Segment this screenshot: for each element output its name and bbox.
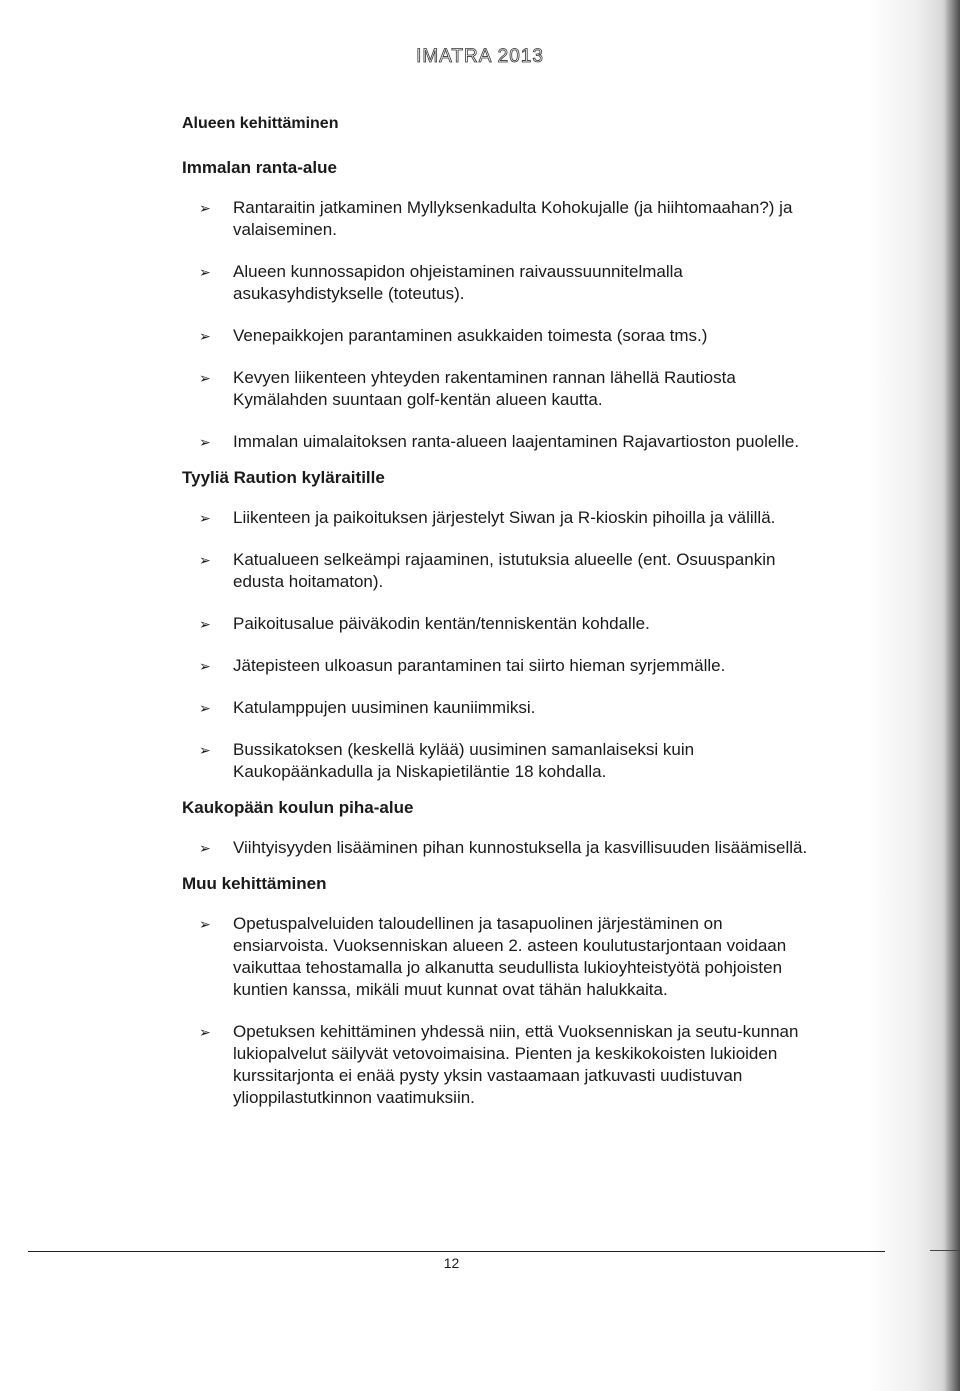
section-heading-kaukopaa: Kaukopään koulun piha-alue (182, 798, 414, 817)
scan-edge-border (946, 0, 960, 1391)
list-item: ➢ Opetuspalveluiden taloudellinen ja tasapuolinen järjestäminen on ensiarvoista. Vuoksenniskan alueen 2. asteen koulutustarjontaan voidaan vaikuttaa tehostamalla jo alkanutta seudullista lukioyhteistyötä pohjoisten kuntien kanssa, mikäli muut kunnat ovat tähän halukkaita. (199, 914, 787, 999)
arrow-bullet-icon: ➢ (199, 510, 211, 526)
list-item: ➢ Katualueen selkeämpi rajaaminen, istutuksia alueelle (ent. Osuuspankin edusta hoitamaton). (199, 550, 776, 591)
arrow-bullet-icon: ➢ (199, 616, 211, 632)
list-item: ➢ Venepaikkojen parantaminen asukkaiden toimesta (soraa tms.) (199, 326, 708, 345)
document-body (182, 113, 822, 1129)
bullet-list-kaukopaa (182, 837, 822, 859)
arrow-bullet-icon: ➢ (199, 434, 211, 450)
page-header: IMATRA 2013 (416, 46, 544, 67)
list-item: ➢ Rantaraitin jatkaminen Myllyksenkadulta Kohokujalle (ja hiihtomaahan?) ja valaiseminen. (199, 198, 793, 239)
arrow-bullet-icon: ➢ (199, 264, 211, 280)
arrow-bullet-icon: ➢ (199, 916, 211, 932)
section-heading-immala: Immalan ranta-alue (182, 158, 337, 177)
footer-rule-right (930, 1250, 960, 1251)
list-item: ➢ Alueen kunnossapidon ohjeistaminen raivaussuunnitelmalla asukasyhdistykselle (toteutus). (199, 262, 683, 303)
list-item: ➢ Katulamppujen uusiminen kauniimmiksi. (199, 698, 536, 717)
page-number: 12 (443, 1255, 460, 1271)
arrow-bullet-icon: ➢ (199, 1024, 211, 1040)
footer-rule (28, 1251, 885, 1252)
arrow-bullet-icon: ➢ (199, 742, 211, 758)
section-heading-rautio: Tyyliä Raution kyläraitille (182, 468, 385, 487)
list-item: ➢ Kevyen liikenteen yhteyden rakentaminen rannan lähellä Rautiosta Kymälahden suuntaan golf-kentän alueen kautta. (199, 368, 736, 409)
arrow-bullet-icon: ➢ (199, 840, 211, 856)
bullet-list-muu (182, 913, 822, 1109)
list-item: ➢ Opetuksen kehittäminen yhdessä niin, että Vuoksenniskan ja seutu-kunnan lukiopalvelut säilyvät vetovoimaisina. Pienten ja keskikokoisten lukioiden kurssitarjonta ei enää pysty yksin vastaamaan jatkuvasti uudistuvan ylioppilastutkinnon vaatimuksiin. (199, 1022, 799, 1107)
list-item: ➢ Immalan uimalaitoksen ranta-alueen laajentaminen Rajavartioston puolelle. (199, 432, 800, 451)
list-item: ➢ Paikoitusalue päiväkodin kentän/tenniskentän kohdalle. (199, 614, 650, 633)
section-heading-muu: Muu kehittäminen (182, 874, 327, 893)
bullet-list-rautio (182, 507, 822, 783)
arrow-bullet-icon: ➢ (199, 658, 211, 674)
arrow-bullet-icon: ➢ (199, 328, 211, 344)
bullet-list-immala (182, 197, 822, 453)
list-item: ➢ Liikenteen ja paikoituksen järjestelyt Siwan ja R-kioskin pihoilla ja välillä. (199, 508, 776, 527)
arrow-bullet-icon: ➢ (199, 200, 211, 216)
section-heading-main: Alueen kehittäminen (182, 115, 339, 132)
list-item: ➢ Jätepisteen ulkoasun parantaminen tai siirto hieman syrjemmälle. (199, 656, 726, 675)
list-item: ➢ Viihtyisyyden lisääminen pihan kunnostuksella ja kasvillisuuden lisäämisellä. (199, 838, 808, 857)
list-item: ➢ Bussikatoksen (keskellä kylää) uusiminen samanlaiseksi kuin Kaukopäänkadulla ja Niskapietiläntie 18 kohdalla. (199, 740, 695, 781)
arrow-bullet-icon: ➢ (199, 552, 211, 568)
arrow-bullet-icon: ➢ (199, 700, 211, 716)
arrow-bullet-icon: ➢ (199, 370, 211, 386)
